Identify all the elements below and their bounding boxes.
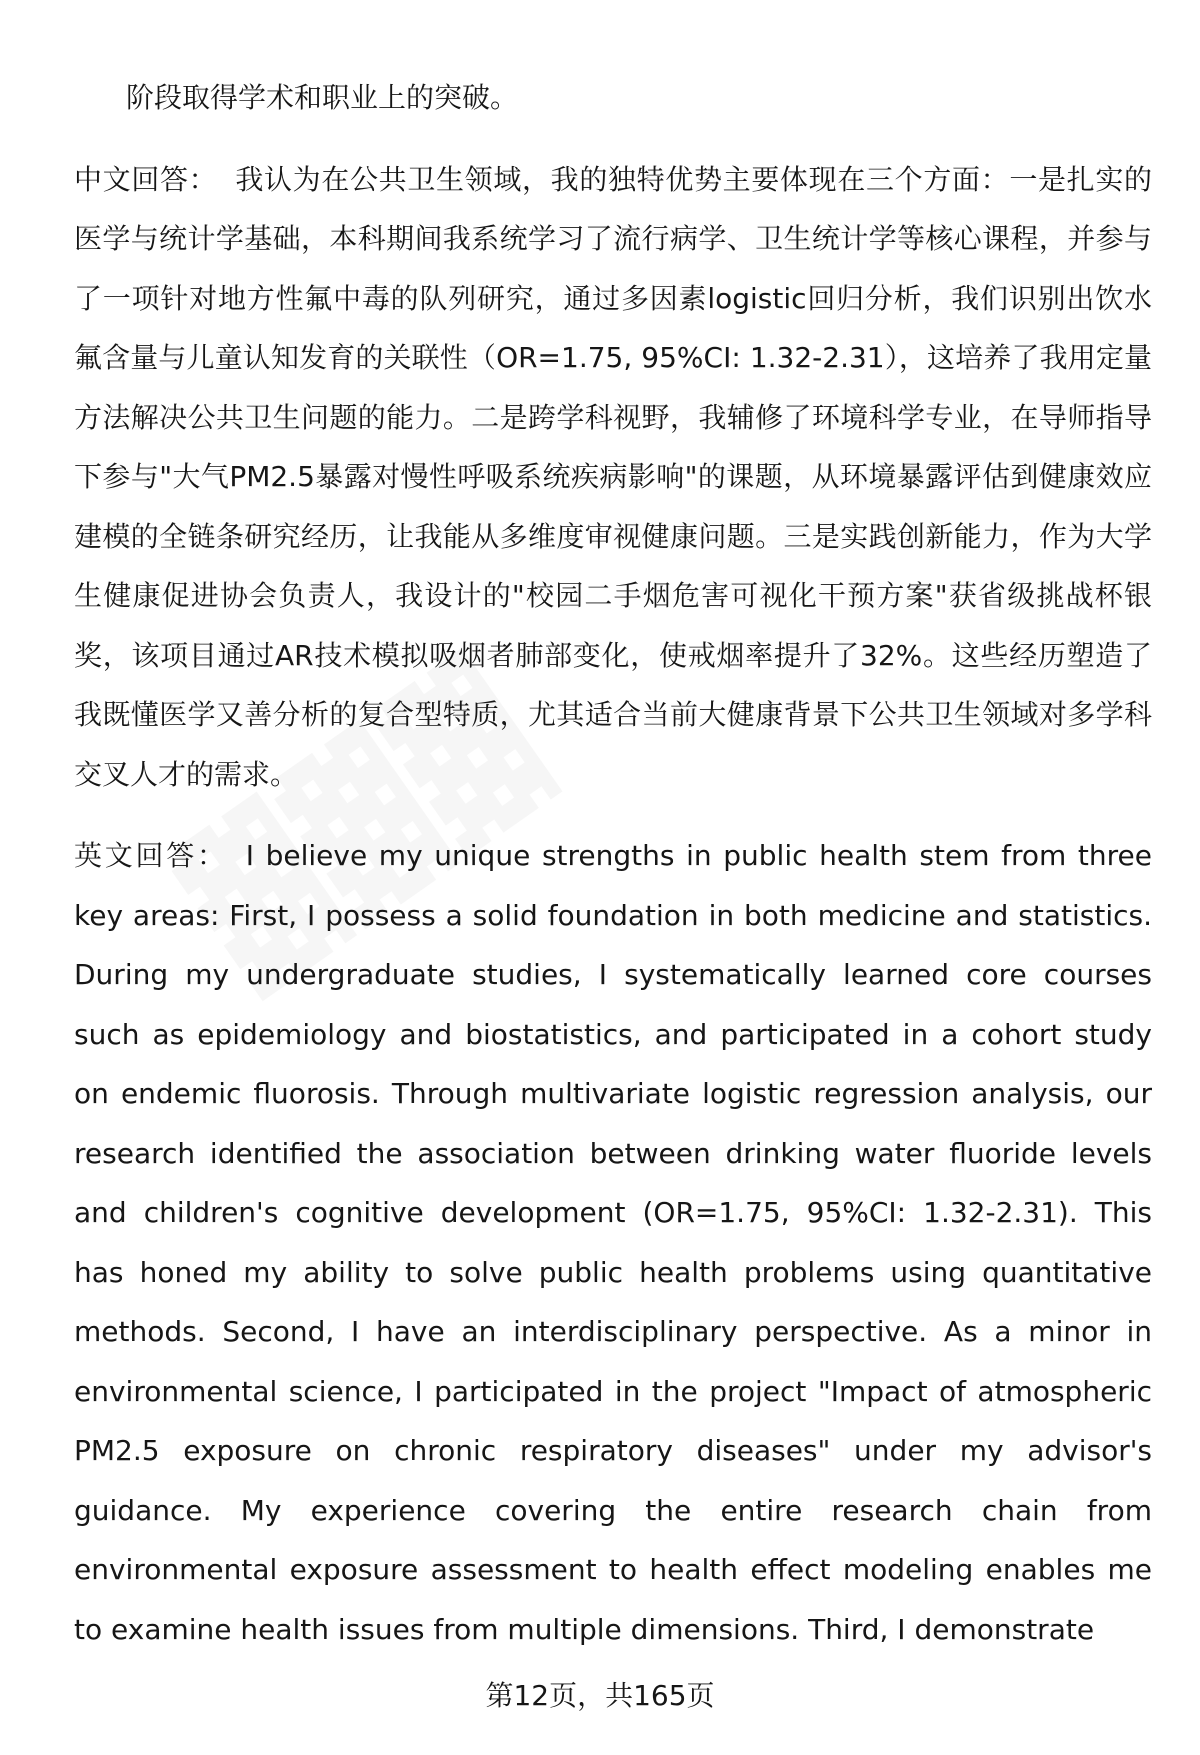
continued-paragraph: 阶段取得学术和职业上的突破。 — [126, 81, 519, 114]
chinese-answer-text: 我认为在公共卫生领域，我的独特优势主要体现在三个方面：一是扎实的医学与统计学基础，本科期间我系统学习了流行病学、卫生统计学等核心课程，并参与了一项针对地方性氟中毒的队列研究，通过多因素logistic回归分析，我们识别出饮水氟含量与儿童认知发育的关联性（OR=1.75, 95%CI: 1.32-2.31），这培养了我用定量方法解决公共卫生问题的能力。二是跨学科视野，我辅修了环境科学专业，在导师指导下参与"大气PM2.5暴露对慢性呼吸系统疾病影响"的课题，从环境暴露评估到健康效应建模的全链条研究经历，让我能从多维度审视健康问题。三是实践创新能力，作为大学生健康促进协会负责人，我设计的"校园二手烟危害可视化干预方案"获省级挑战杯银奖，该项目通过AR技术模拟吸烟者肺部变化，使戒烟率提升了32%。这些经历塑造了我既懂医学又善分析的复合型特质，尤其适合当前大健康背景下公共卫生领域对多学科交叉人才的需求。 — [74, 162, 1152, 791]
page-number-footer: 第12页，共165页 — [485, 1679, 715, 1712]
chinese-answer-label: 中文回答： — [74, 162, 218, 196]
paragraph-gap — [74, 804, 1152, 826]
chinese-answer-paragraph — [74, 150, 1152, 805]
english-answer-text: I believe my unique strengths in public health stem from three key areas: First, I possess a solid foundation in both medicine and statistics. During my undergraduate studies, I systematically learned core courses such as epidemiology and biostatistics, and participated in a cohort study on endemic fluorosis. Through multivariate logistic regression analysis, our research identified the association between drinking water fluoride levels and children's cognitive development (OR=1.75, 95%CI: 1.32-2.31). This has honed my ability to solve public health problems using quantitative methods. Second, I have an interdisciplinary perspective. As a minor in environmental science, I participated in the project "Impact of atmospheric PM2.5 exposure on chronic respiratory diseases" under my advisor's guidance. My experience covering the entire research chain from environmental exposure assessment to health effect modeling enables me to examine health issues from multiple dimensions. Third, I demonstrate — [74, 839, 1152, 1646]
paragraph-gap — [74, 128, 1152, 150]
english-answer-paragraph — [74, 826, 1152, 1659]
english-answer-label: 英文回答： — [74, 839, 228, 872]
document-body — [74, 68, 1152, 1659]
